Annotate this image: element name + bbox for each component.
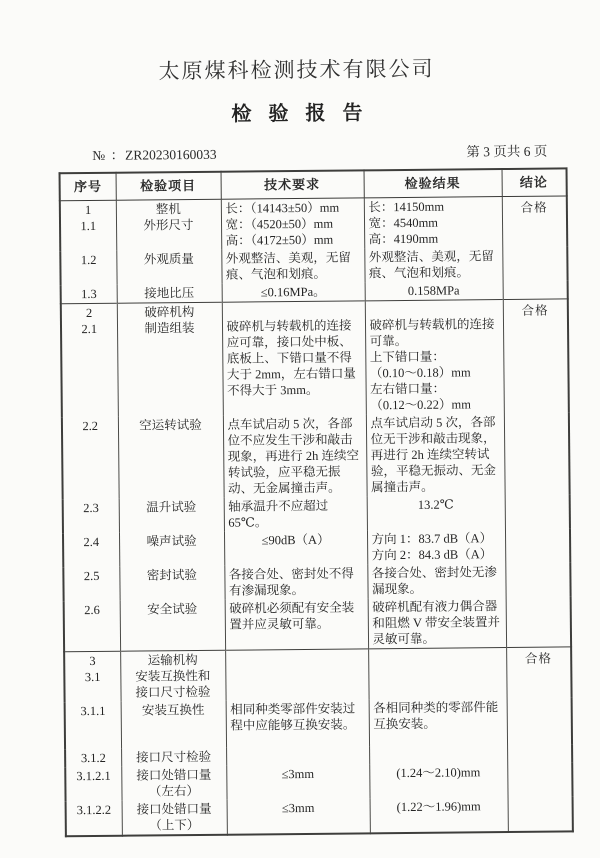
col-header-requirement: 技术要求 (221, 170, 364, 199)
row-seq: 1.3 (61, 285, 117, 304)
page-indicator: 第 3 页共 6 页 (466, 143, 548, 160)
row-seq: 2.2 (62, 417, 119, 500)
conclusion-badge: 合格 (503, 299, 571, 648)
conclusion-badge: 合格 (506, 647, 573, 832)
row-requirement: ≤90dB（A） (224, 530, 367, 565)
inspection-table (59, 167, 574, 837)
row-requirement: 点车试启动 5 次，各部位不应发生干涉和敲击现象，再进行 2h 连续空转试验，应平稳无振动、无金属撞击声。 (223, 414, 367, 497)
row-requirement: 外观整洁、美观，无留痕、气泡和划痕。 (221, 248, 364, 283)
row-seq: 3.1.1 (65, 702, 121, 750)
row-seq: 3.1.2.1 (65, 767, 121, 802)
table-row (66, 796, 573, 836)
row-result: 外观整洁、美观，无留痕、气泡和划痕。 (364, 247, 502, 282)
report-number-value: ZR20230160033 (125, 146, 217, 163)
table-row (60, 246, 567, 285)
row-item: 空运转试验 (118, 416, 224, 499)
row-requirement (226, 746, 369, 765)
row-seq: 2.3 (63, 499, 119, 534)
table-row (65, 762, 572, 801)
row-result: 13.2℃ (367, 495, 505, 530)
row-item: 接口尺寸检验 (121, 748, 226, 767)
table-row (64, 647, 571, 702)
row-item: 安装互换性 (121, 701, 226, 749)
report-title: 检 验 报 告 (231, 102, 369, 126)
report-meta-row (58, 139, 565, 164)
row-requirement: 相同种类零部件安装过程中应能够互换安装。 (226, 699, 369, 747)
row-result: 点车试启动 5 次，各部位无干涉和敲击现象，再进行 2h 连续空转试验，平稳无振动、无金属撞击声。 (366, 413, 505, 496)
col-header-seq: 序号 (60, 173, 116, 201)
row-item: 运输机构 安装互换性和 接口尺寸检验 (120, 650, 225, 702)
report-number-label: № ： (92, 147, 126, 163)
row-requirement (225, 649, 368, 701)
row-requirement: ≤3mm (226, 764, 369, 799)
row-result: 长：14150mm 宽：4540mm 高：4190mm (364, 197, 502, 249)
row-seq: 3 3.1 (64, 651, 120, 702)
table-row (65, 697, 572, 749)
row-item: 噪声试验 (119, 532, 224, 567)
report-number (92, 143, 216, 164)
row-seq: 3.1.2 (65, 749, 121, 768)
table-row (61, 299, 569, 417)
row-requirement: ≤0.16MPa。 (222, 282, 365, 302)
row-requirement: 长：（14143±50）mm 宽：（4520±50）mm 高：（4172±50）mm (221, 198, 364, 250)
table-row (63, 528, 570, 567)
row-seq: 2.5 (63, 567, 119, 602)
row-seq: 1 1.1 (60, 200, 116, 251)
row-requirement: 破碎机与转载机的连接应可靠，接口处中板、底板上、下错口量不得大于 2mm，左右错口量不得大于 3mm。 (222, 301, 366, 416)
company-name: 太原煤科检测技术有限公司 (158, 56, 435, 84)
row-result: 破碎机配有液力偶合器和阻燃 V 带安全装置并灵敏可靠。 (368, 597, 506, 649)
row-item: 破碎机构 制造组装 (117, 302, 223, 417)
row-seq: 2.6 (64, 601, 120, 652)
col-header-conclusion: 结论 (502, 168, 567, 196)
row-item: 整机 外形尺寸 (116, 199, 221, 251)
row-result (369, 745, 507, 764)
row-requirement: 各接合处、密封处不得有渗漏现象。 (224, 564, 367, 599)
row-requirement: 破碎机必须配有安全装置并应灵敏可靠。 (225, 598, 368, 650)
row-result: 破碎机与转载机的连接可靠。 上下错口量： （0.10～0.18）mm 左右错口量： （0.12～0.22）mm (365, 300, 504, 415)
row-result: 0.158MPa (365, 281, 503, 301)
conclusion-badge: 合格 (502, 196, 568, 300)
row-item: 接口处错口量 （左右） (121, 766, 226, 801)
row-item: 接地比压 (117, 284, 222, 304)
row-item: 安全试验 (120, 600, 225, 652)
row-result: (1.22～1.96)mm (370, 797, 508, 833)
row-seq: 1.2 (60, 251, 116, 286)
row-requirement: ≤3mm (227, 798, 370, 834)
row-item: 接口处错口量 （上下） (122, 800, 227, 836)
row-item: 外观质量 (116, 250, 221, 285)
row-result: 各接合处、密封处无渗漏现象。 (367, 563, 505, 598)
table-row (63, 494, 570, 533)
row-result (368, 648, 506, 700)
row-requirement: 轴承温升不应超过 65℃。 (224, 496, 367, 531)
row-result: 方向 1：83.7 dB（A） 方向 2：84.3 dB（A） (367, 529, 505, 564)
col-header-result: 检验结果 (364, 169, 502, 198)
table-row (63, 562, 570, 601)
row-item: 温升试验 (119, 498, 224, 533)
row-result: 各相同种类的零部件能互换安装。 (369, 698, 507, 746)
table-row (60, 196, 567, 251)
row-result: (1.24～2.10)mm (369, 763, 507, 798)
table-row (62, 412, 570, 499)
row-seq: 3.1.2.2 (66, 801, 122, 837)
row-seq: 2 2.1 (61, 303, 118, 417)
row-item: 密封试验 (119, 566, 224, 601)
table-row (64, 596, 571, 651)
row-seq: 2.4 (63, 533, 119, 568)
col-header-item: 检验项目 (116, 172, 221, 201)
